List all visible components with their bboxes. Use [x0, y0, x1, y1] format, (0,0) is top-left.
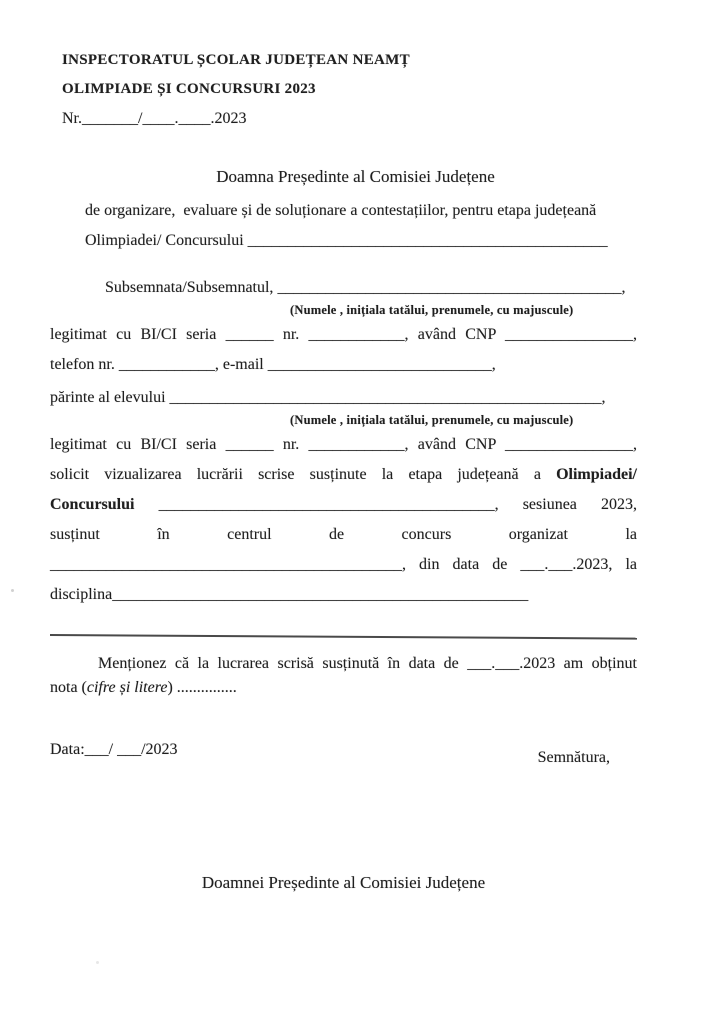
- institution-name: INSPECTORATUL ȘCOLAR JUDEȚEAN NEAMȚ: [62, 52, 410, 68]
- subscriber-line: [50, 276, 637, 300]
- date-signature-row: [50, 738, 637, 770]
- discipline-line: [50, 580, 637, 610]
- olympiad-name-blank: _____________________________________________: [247, 232, 608, 249]
- grade-note-italic: cifre și litere: [86, 679, 168, 696]
- parent-id-line: legitimat cu BI/CI seria ______ nr. ____________, având CNP ________________,: [50, 436, 637, 453]
- discipline-label: disciplina: [50, 586, 113, 603]
- grade-prefix: nota (: [50, 679, 87, 696]
- parent-name-blank: ______________________________________________________: [169, 389, 602, 406]
- subscriber-label: Subsemnata/Subsemnatul,: [105, 279, 278, 296]
- applicant-contact-line: telefon nr. ____________, e-mail ____________________________,: [50, 356, 496, 373]
- grade-dots-blank: ) ...............: [167, 679, 237, 696]
- blank-rule-line: [50, 634, 637, 640]
- parent-label: părinte al elevului: [50, 389, 170, 406]
- subscriber-name-note: (Numele , inițiala tatălui, prenumele, cu majuscule): [290, 303, 574, 317]
- request-line-2: [50, 490, 637, 520]
- request-text: solicit vizualizarea lucrării scrise susținute la etapa județeană a: [50, 466, 557, 483]
- mention-line-2: [50, 676, 637, 700]
- scan-artifact-dot: [11, 589, 14, 592]
- committee-description-line: de organizare, evaluare și de soluționare a contestațiilor, pentru etapa județeană: [85, 202, 597, 219]
- parent-comma: ,: [601, 389, 606, 406]
- applicant-id-line: legitimat cu BI/CI seria ______ nr. ____________, având CNP ________________,: [50, 326, 637, 343]
- parent-line: [50, 386, 637, 410]
- request-line-1: [50, 460, 637, 490]
- request-line-4: [50, 550, 637, 580]
- discipline-blank: ____________________________________________________: [112, 586, 529, 603]
- center-name-blank: ____________________________________________: [50, 556, 402, 573]
- olympiad-label: Olimpiadei/ Concursului: [85, 232, 248, 249]
- program-title: OLIMPIADE ȘI CONCURSURI 2023: [62, 81, 316, 97]
- date-line: Data:___/ ___/2023: [50, 741, 178, 758]
- subscriber-name-blank: ___________________________________________: [277, 279, 622, 296]
- document-header: [62, 46, 637, 133]
- addressee-salutation: Doamna Președinte al Comisiei Județene: [216, 167, 495, 186]
- olympiad-name-line: [50, 226, 637, 256]
- mention-line-1: Menționez că la lucrarea scrisă susținută în data de ___.___.2023 am obținut: [98, 655, 637, 672]
- bottom-addressee: Doamnei Președinte al Comisiei Județene: [201, 873, 486, 892]
- signature-label: Semnătura,: [537, 749, 610, 766]
- session-text: , sesiunea 2023,: [494, 496, 637, 513]
- subscriber-comma: ,: [621, 279, 626, 296]
- olympiad-word-bold: Olimpiadei/: [556, 466, 637, 483]
- parent-name-note: (Numele , inițiala tatălui, prenumele, cu majuscule): [290, 413, 574, 427]
- exam-date-text: , din data de ___.___.2023, la: [402, 556, 637, 573]
- contest-name-blank: __________________________________________: [158, 496, 495, 513]
- contest-word-bold: Concursului: [50, 496, 159, 513]
- request-line-3: susținut în centrul de concurs organizat la: [50, 526, 637, 543]
- registration-number-line: Nr._______/____.____.2023: [62, 110, 247, 127]
- scan-artifact-dot: [96, 961, 99, 964]
